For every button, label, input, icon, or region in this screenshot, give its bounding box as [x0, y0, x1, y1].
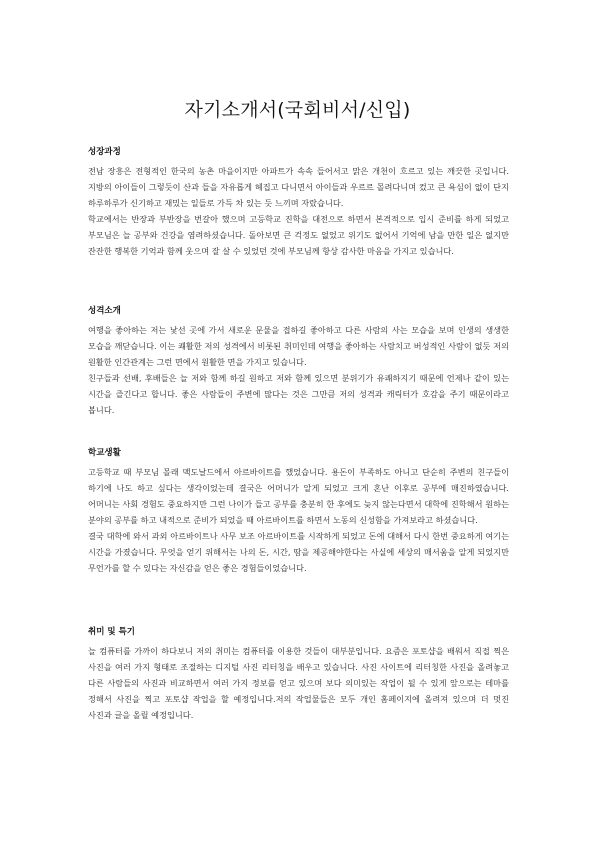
section-heading-personality: 성격소개 [88, 306, 121, 316]
section-paragraph: 친구들과 선배, 후배들은 늘 저와 함께 하길 원하고 저와 함께 있으면 분위기가 유쾌하지기 때문에 언제나 같이 있는 시간을 즐긴다고 합니다. 좋은 사람들이 주변에 많다는 것은 그만큼 저의 성격과 캐릭터가 호감을 주기 때문이라고 봅니다. [88, 373, 509, 415]
section-paragraph: 고등학교 때 부모님 몰래 맥도날드에서 아르바이트를 했었습니다. 용돈이 부족하도 아니고 단순히 주변의 친구들이 하기에 나도 하고 싶다는 생각이었는데 결국은 어머니가 알게 되었고 크게 혼난 이후로 공부에 매진하였습니다. 어머니는 사회 경험도 중요하지만 그런 나이가 들고 공부를 충분히 한 후에도 늦지 않는다면서 대학에 진학해서 원하는 분야의 공부를 하고 내적으로 준비가 되었을 때 아르바이트를 하면서 노동의 신성함을 가져보라고 하셨습니다. [88, 467, 509, 525]
section-hobbies [88, 626, 509, 723]
section-heading-hobbies: 취미 및 특기 [88, 627, 135, 637]
section-paragraph: 학교에서는 반장과 부반장을 번갈아 했으며 고등학교 진학을 대전으로 하면서 본격적으로 입시 준비를 하게 되었고 부모님은 늘 공부와 건강을 염려하셨습니다. 돌아보면 큰 걱정도 없었고 위기도 없어서 기억에 남을 만한 일은 없지만 잔잔한 행복한 기억과 함께 웃으며 잘 살 수 있었던 것에 부모님께 항상 감사한 마음을 가지고 있습니다. [88, 214, 509, 256]
document-title: 자기소개서(국회비서/신입) [184, 99, 411, 121]
section-school-life [88, 447, 509, 576]
section-personality [88, 305, 509, 418]
section-paragraph: 늘 컴퓨터를 가까이 하다보니 저의 취미는 컴퓨터를 이용한 것들이 대부분입니다. 요즘은 포토샵을 배워서 직접 찍은 사진을 여러 가지 형태로 조절하는 디지털 사진 리터칭을 배우고 있습니다. 사진 사이트에 리터칭한 사진을 올려놓고 다른 사람들의 사진과 비교하면서 여러 가지 정보를 얻고 있으며 보다 의미있는 작업이 될 수 있게 앞으로는 테마를 정해서 사진을 찍고 포토샵 작업을 할 예정입니다.저의 작업물들은 모두 개인 홈페이지에 올려져 있으며 더 멋진 사진과 글을 올릴 예정입니다. [88, 646, 509, 720]
section-growth [88, 146, 509, 259]
section-heading-growth: 성장과정 [88, 147, 121, 157]
section-paragraph: 전남 장흥은 전형적인 한국의 농촌 마을이지만 아파트가 속속 들어서고 맑은 개천이 흐르고 있는 깨끗한 곳입니다. 지방의 아이들이 그렇듯이 산과 들을 자유롭게 헤집고 다니면서 아이들과 우르르 몰려다니며 컸고 큰 욕심이 없이 단지 하루하루가 신기하고 재밌는 일들로 가득 차 있는 듯 느끼며 자랐습니다. [88, 166, 509, 208]
section-paragraph: 여행을 좋아하는 저는 낯선 곳에 가서 새로운 문물을 접하길 좋아하고 다른 사람의 사는 모습을 보며 인생의 생생한 모습을 깨닫습니다. 이는 쾌활한 저의 성격에서 비롯된 취미인데 여행을 좋아하는 사람치고 버성적인 사람이 없듯 저의 원활한 인간관계는 그런 면에서 원활한 면을 가지고 있습니다. [88, 325, 509, 367]
section-paragraph: 결국 대학에 와서 과외 아르바이트나 사무 보조 아르바이트를 시작하게 되었고 돈에 대해서 다시 한번 중요하게 여기는 시간을 가졌습니다. 무엇을 얻기 위해서는 나의 돈, 시간, 땀을 제공해야한다는 사실에 세상의 매서움을 알게 되었지만 무언가를 할 수 있다는 자신감을 얻은 좋은 경험들이었습니다. [88, 531, 509, 573]
section-heading-school-life: 학교생활 [88, 448, 121, 458]
